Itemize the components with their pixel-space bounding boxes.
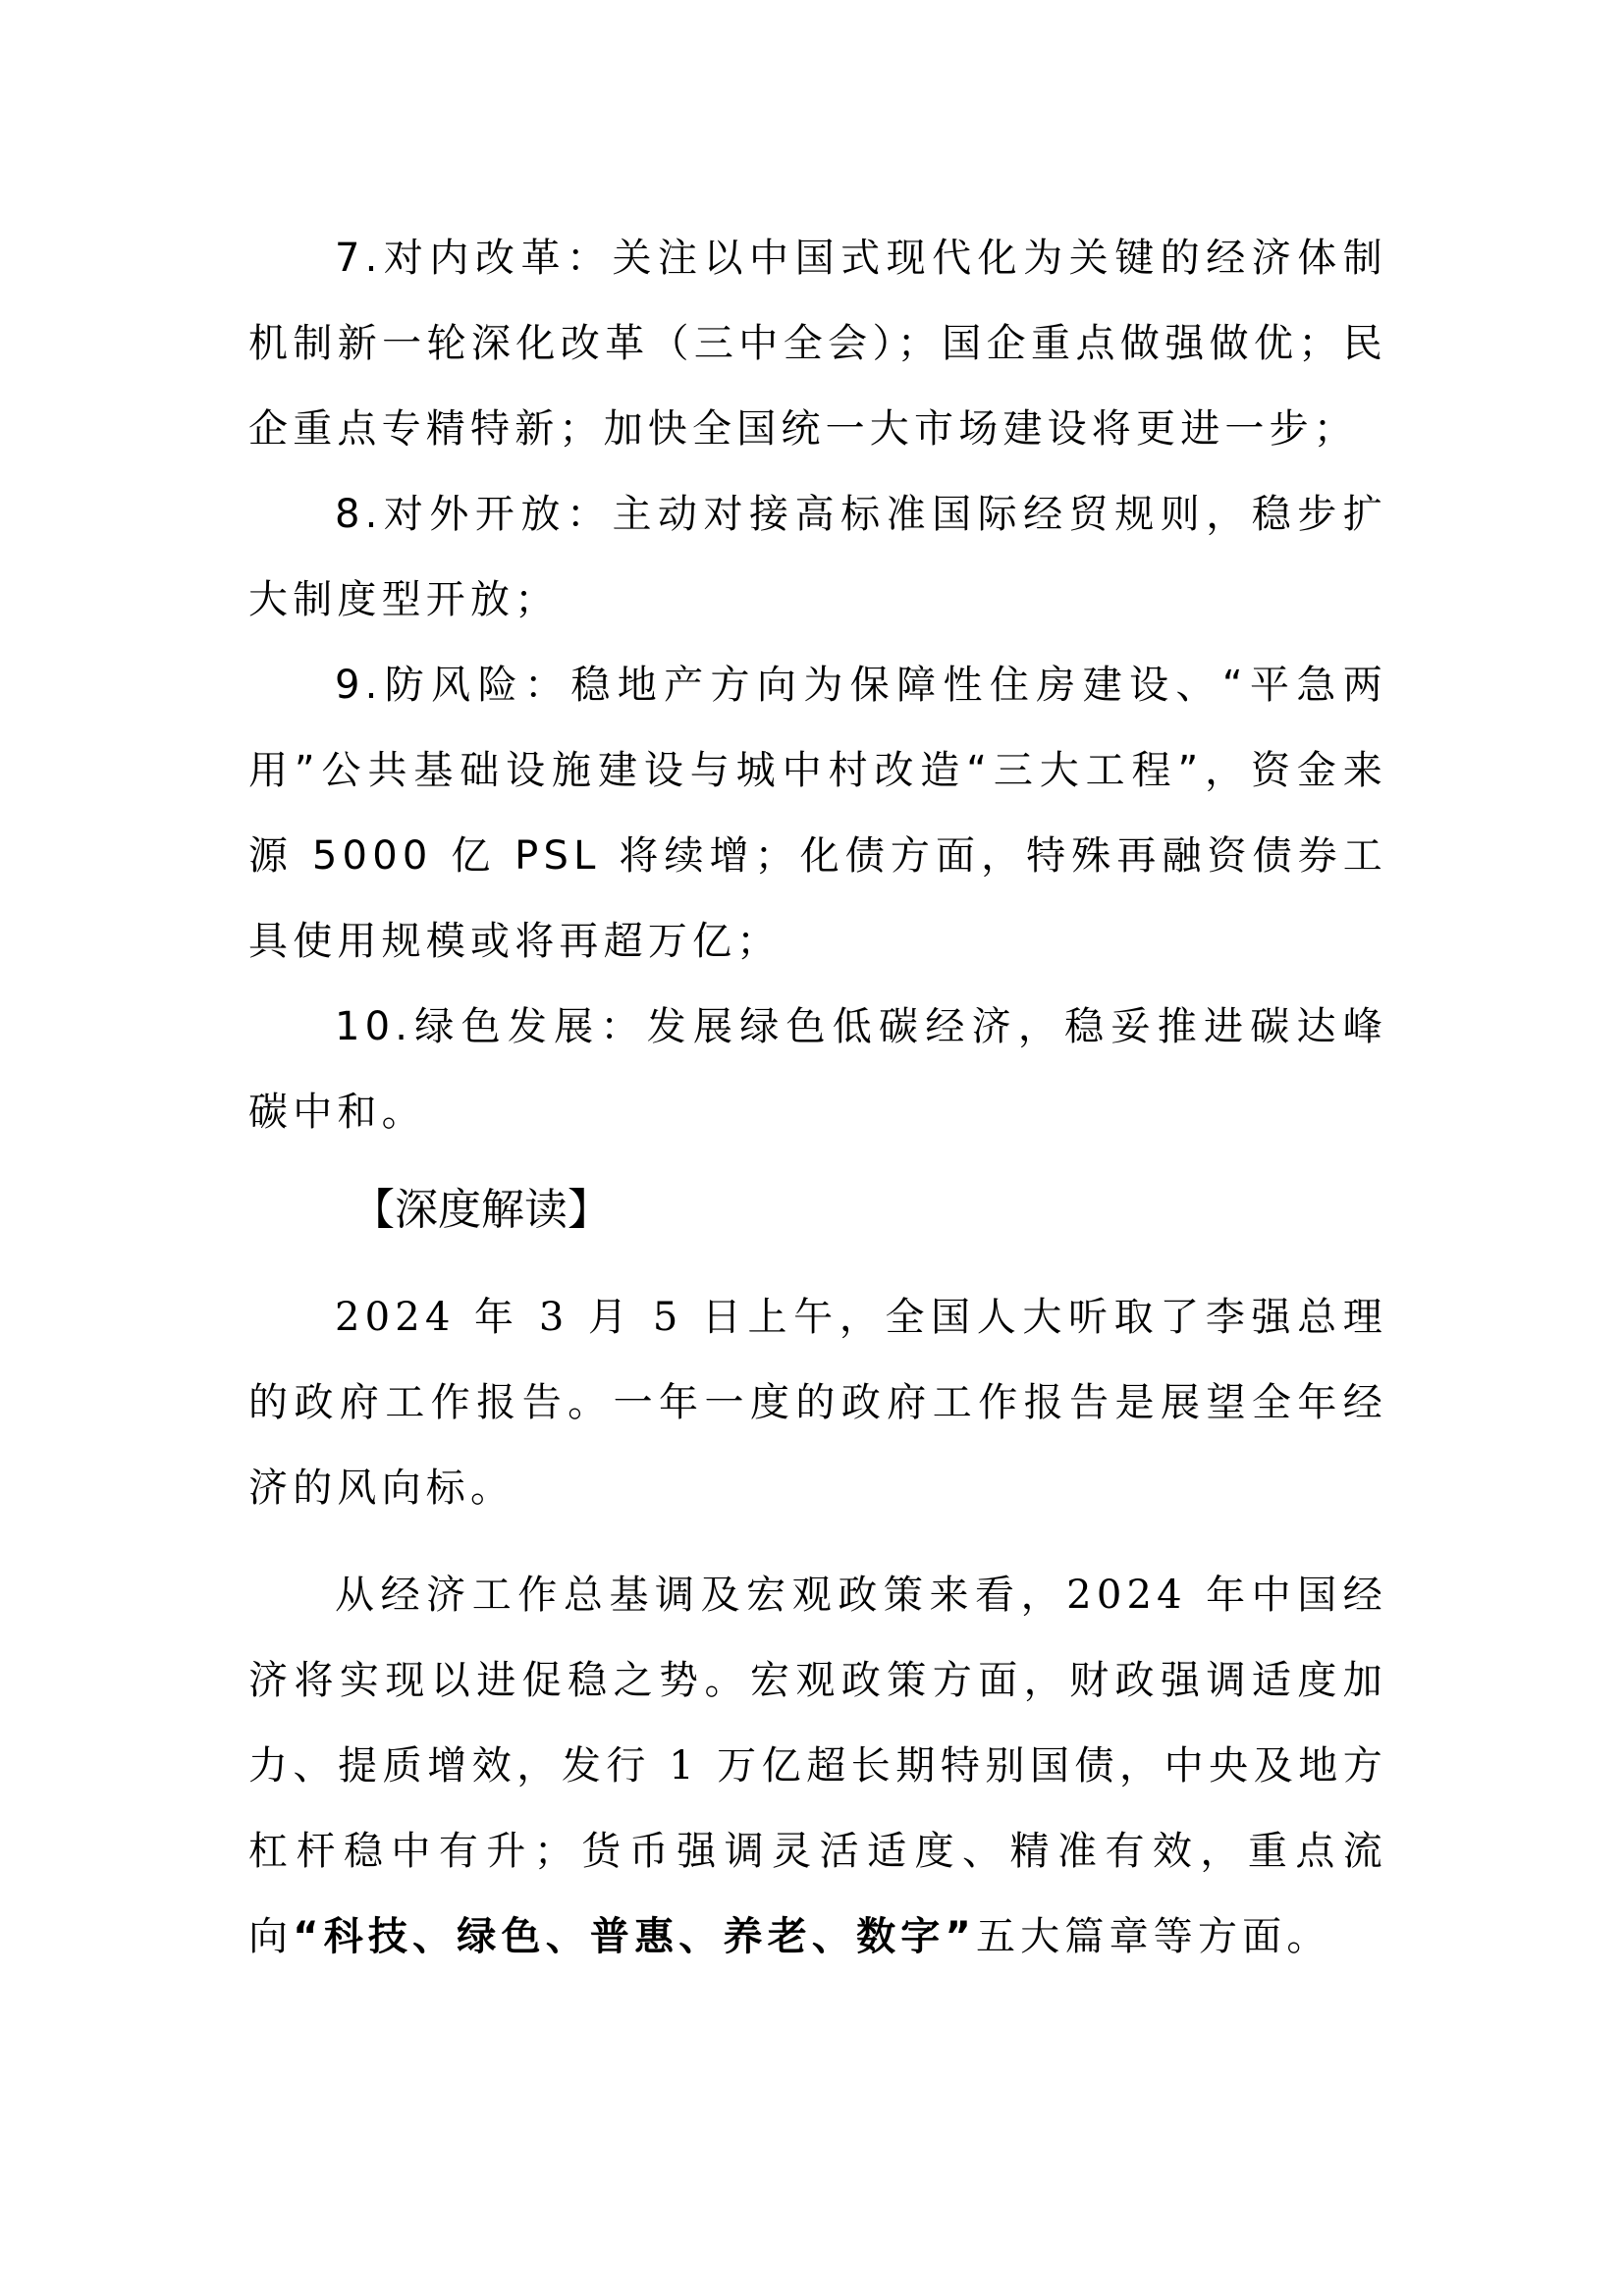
document-page [248, 216, 1387, 1980]
item-number: 7. [335, 236, 383, 281]
section-heading: 【深度解读】 [352, 1185, 611, 1235]
item-number: 9. [335, 663, 383, 708]
paragraph-text: 从经济工作总基调及宏观政策来看，2024 年中国经济将实现以进促稳之势。宏观政策方面，财政强调适度加力、提质增效，发行 1 万亿超长期特别国债，中央及地方杠杆稳中有升；货币强调灵活适度、精准有效，重点流向 [248, 1573, 1387, 1959]
emphasis-text: “科技、绿色、普惠、养老、数字” [293, 1914, 976, 1959]
item-text: 绿色发展：发展绿色低碳经济，稳妥推进碳达峰碳中和。 [248, 1004, 1387, 1135]
item-text: 对内改革：关注以中国式现代化为关键的经济体制机制新一轮深化改革（三中全会）；国企重点做强做优；民企重点专精特新；加快全国统一大市场建设将更进一步； [248, 236, 1387, 452]
paragraph-spacer [248, 1531, 1387, 1553]
item-number: 10. [335, 1004, 413, 1049]
list-item-10 [248, 985, 1387, 1155]
item-text: 防风险：稳地产方向为保障性住房建设、“平急两用”公共基础设施建设与城中村改造“三大工程”，资金来源 5000 亿 PSL 将续增；化债方面，特殊再融资债券工具使用规模或将再超万亿； [248, 663, 1387, 964]
list-item-9 [248, 643, 1387, 985]
paragraph-text-end: 五大篇章等方面。 [975, 1914, 1331, 1959]
paragraph-intro: 2024 年 3 月 5 日上午，全国人大听取了李强总理的政府工作报告。一年一度的政府工作报告是展望全年经济的风向标。 [248, 1295, 1387, 1511]
item-number: 8. [335, 492, 383, 537]
list-item-7 [248, 216, 1387, 472]
paragraph-analysis [248, 1553, 1387, 1980]
item-text: 对外开放：主动对接高标准国际经贸规则，稳步扩大制度型开放； [248, 492, 1387, 622]
list-item-8 [248, 472, 1387, 643]
